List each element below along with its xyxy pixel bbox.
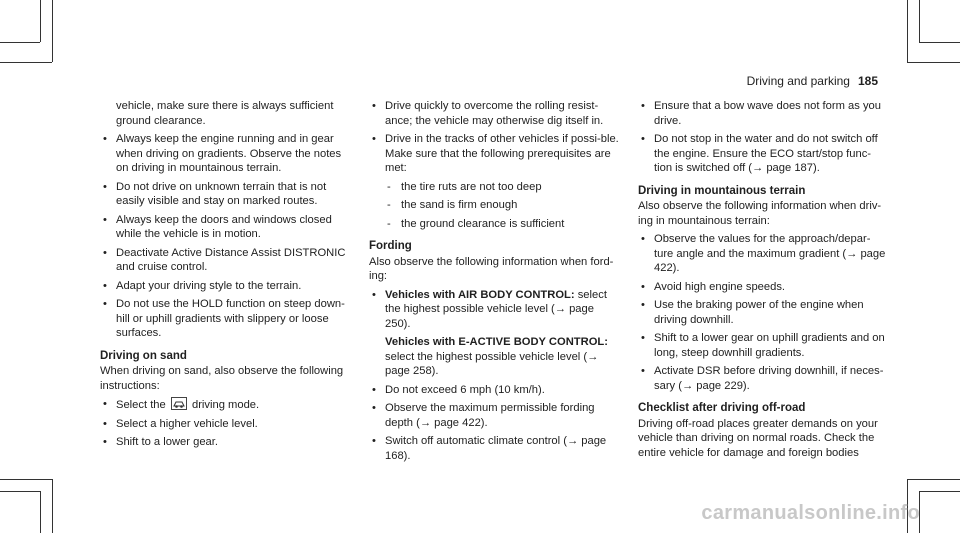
eactive-label: Vehicles with E-ACTIVE BODY CONTROL:: [385, 336, 608, 348]
driving-mode-text: driving mode.: [191, 399, 260, 411]
dash-item: - the sand is firm enough: [369, 198, 619, 213]
dash-item: - the tire ruts are not too deep: [369, 180, 619, 195]
crop-mark: [40, 0, 41, 42]
sand-continued-list: [369, 99, 619, 231]
list-item: • Observe the maximum permissible fording depth (→ page 422).: [369, 401, 619, 430]
offroad-mode-icon: [171, 397, 187, 410]
crop-mark: [0, 491, 40, 492]
list-item: • Adapt your driving style to the terrain.: [100, 279, 350, 294]
list-item: • Always keep the engine running and in gear when driving on gradients. Observe the notes on driving in mountainous terrain.: [100, 132, 350, 176]
crop-mark: [919, 0, 920, 42]
list-item: • Activate DSR before driving downhill, if neces-sary (→ page 229).: [638, 364, 888, 393]
select-text: Select the: [116, 399, 166, 411]
air-body-label: Vehicles with AIR BODY CONTROL:: [385, 288, 575, 301]
sand-intro: When driving on sand, also observe the following instructions:: [100, 365, 344, 392]
crop-mark: [907, 479, 960, 480]
list-item: • Always keep the doors and windows closed while the vehicle is in motion.: [100, 213, 350, 242]
watermark: carmanualsonline.info: [701, 502, 920, 524]
section-heading-sand: Driving on sand: [100, 349, 187, 362]
crop-mark: [907, 0, 908, 62]
crop-mark: [907, 62, 960, 63]
list-item: • Use the braking power of the engine when driving downhill.: [638, 298, 888, 327]
list-item: • Deactivate Active Distance Assist DISTRONIC and cruise control.: [100, 246, 350, 275]
dash-item: - the ground clearance is sufficient: [369, 217, 619, 232]
list-item: • Ensure that a bow wave does not form as you drive.: [638, 99, 888, 128]
mountain-intro: Also observe the following information when driv-ing in mountainous terrain:: [638, 200, 882, 227]
fording-bullet-list: [369, 288, 619, 464]
list-item-continued: [369, 335, 619, 379]
list-item: • Shift to a lower gear on uphill gradients and on long, steep downhill gradients.: [638, 331, 888, 360]
column-1: [100, 99, 350, 454]
fording-intro: Also observe the following information when ford-ing:: [369, 255, 614, 282]
crop-mark: [40, 491, 41, 533]
list-item: [100, 397, 350, 413]
list-item: • Drive quickly to overcome the rolling resist-ance; the vehicle may otherwise dig itself in.: [369, 99, 619, 128]
crop-mark: [52, 0, 53, 62]
sand-bullet-list: [100, 397, 350, 450]
list-item: [369, 288, 619, 332]
list-item: • Switch off automatic climate control (→ page 168).: [369, 434, 619, 463]
air-body-text: select the highest possible vehicle level (→ page 250).: [385, 288, 607, 330]
eactive-text: select the highest possible vehicle level (→ page 258).: [385, 350, 599, 377]
list-item: • Do not drive on unknown terrain that is not easily visible and stay on marked routes.: [100, 180, 350, 209]
list-item: • Observe the values for the approach/depar-ture angle and the maximum gradient (→ page 422).: [638, 232, 888, 276]
list-item: • Do not use the HOLD function on steep down-hill or uphill gradients with slippery or loose surfaces.: [100, 297, 350, 341]
column-2: [369, 99, 619, 467]
crop-mark: [919, 491, 960, 492]
section-heading-fording: Fording: [369, 240, 412, 252]
crop-mark: [52, 479, 53, 533]
section-heading-checklist: Checklist after driving off-road: [638, 402, 806, 414]
intro-text: vehicle, make sure there is always sufficient ground clearance.: [116, 100, 334, 127]
fording-continued-list: [638, 99, 888, 176]
offroad-bullet-list: [100, 132, 350, 341]
crop-mark: [0, 62, 52, 63]
checklist-text: Driving off-road places greater demands on your vehicle than driving on normal roads. Check the entire vehicle for damage and foreign bodies: [638, 417, 878, 459]
list-item: • Do not stop in the water and do not switch off the engine. Ensure the ECO start/stop func-tion is switched off (→ page 187).: [638, 132, 888, 176]
page-header: [747, 74, 878, 88]
crop-mark: [0, 479, 52, 480]
page-number: 185: [857, 74, 878, 88]
column-3: [638, 99, 888, 464]
list-item: • Select a higher vehicle level.: [100, 417, 350, 432]
list-item: • Shift to a lower gear.: [100, 435, 350, 450]
list-item: • Drive in the tracks of other vehicles if possi-ble. Make sure that the following prerequisites are met:: [369, 132, 619, 176]
crop-mark: [0, 42, 40, 43]
mountain-bullet-list: [638, 232, 888, 393]
section-title: Driving and parking: [746, 74, 850, 88]
list-item: • Do not exceed 6 mph (10 km/h).: [369, 383, 619, 398]
section-heading-mountain: Driving in mountainous terrain: [638, 184, 806, 197]
crop-mark: [919, 42, 960, 43]
list-item: • Avoid high engine speeds.: [638, 280, 888, 295]
